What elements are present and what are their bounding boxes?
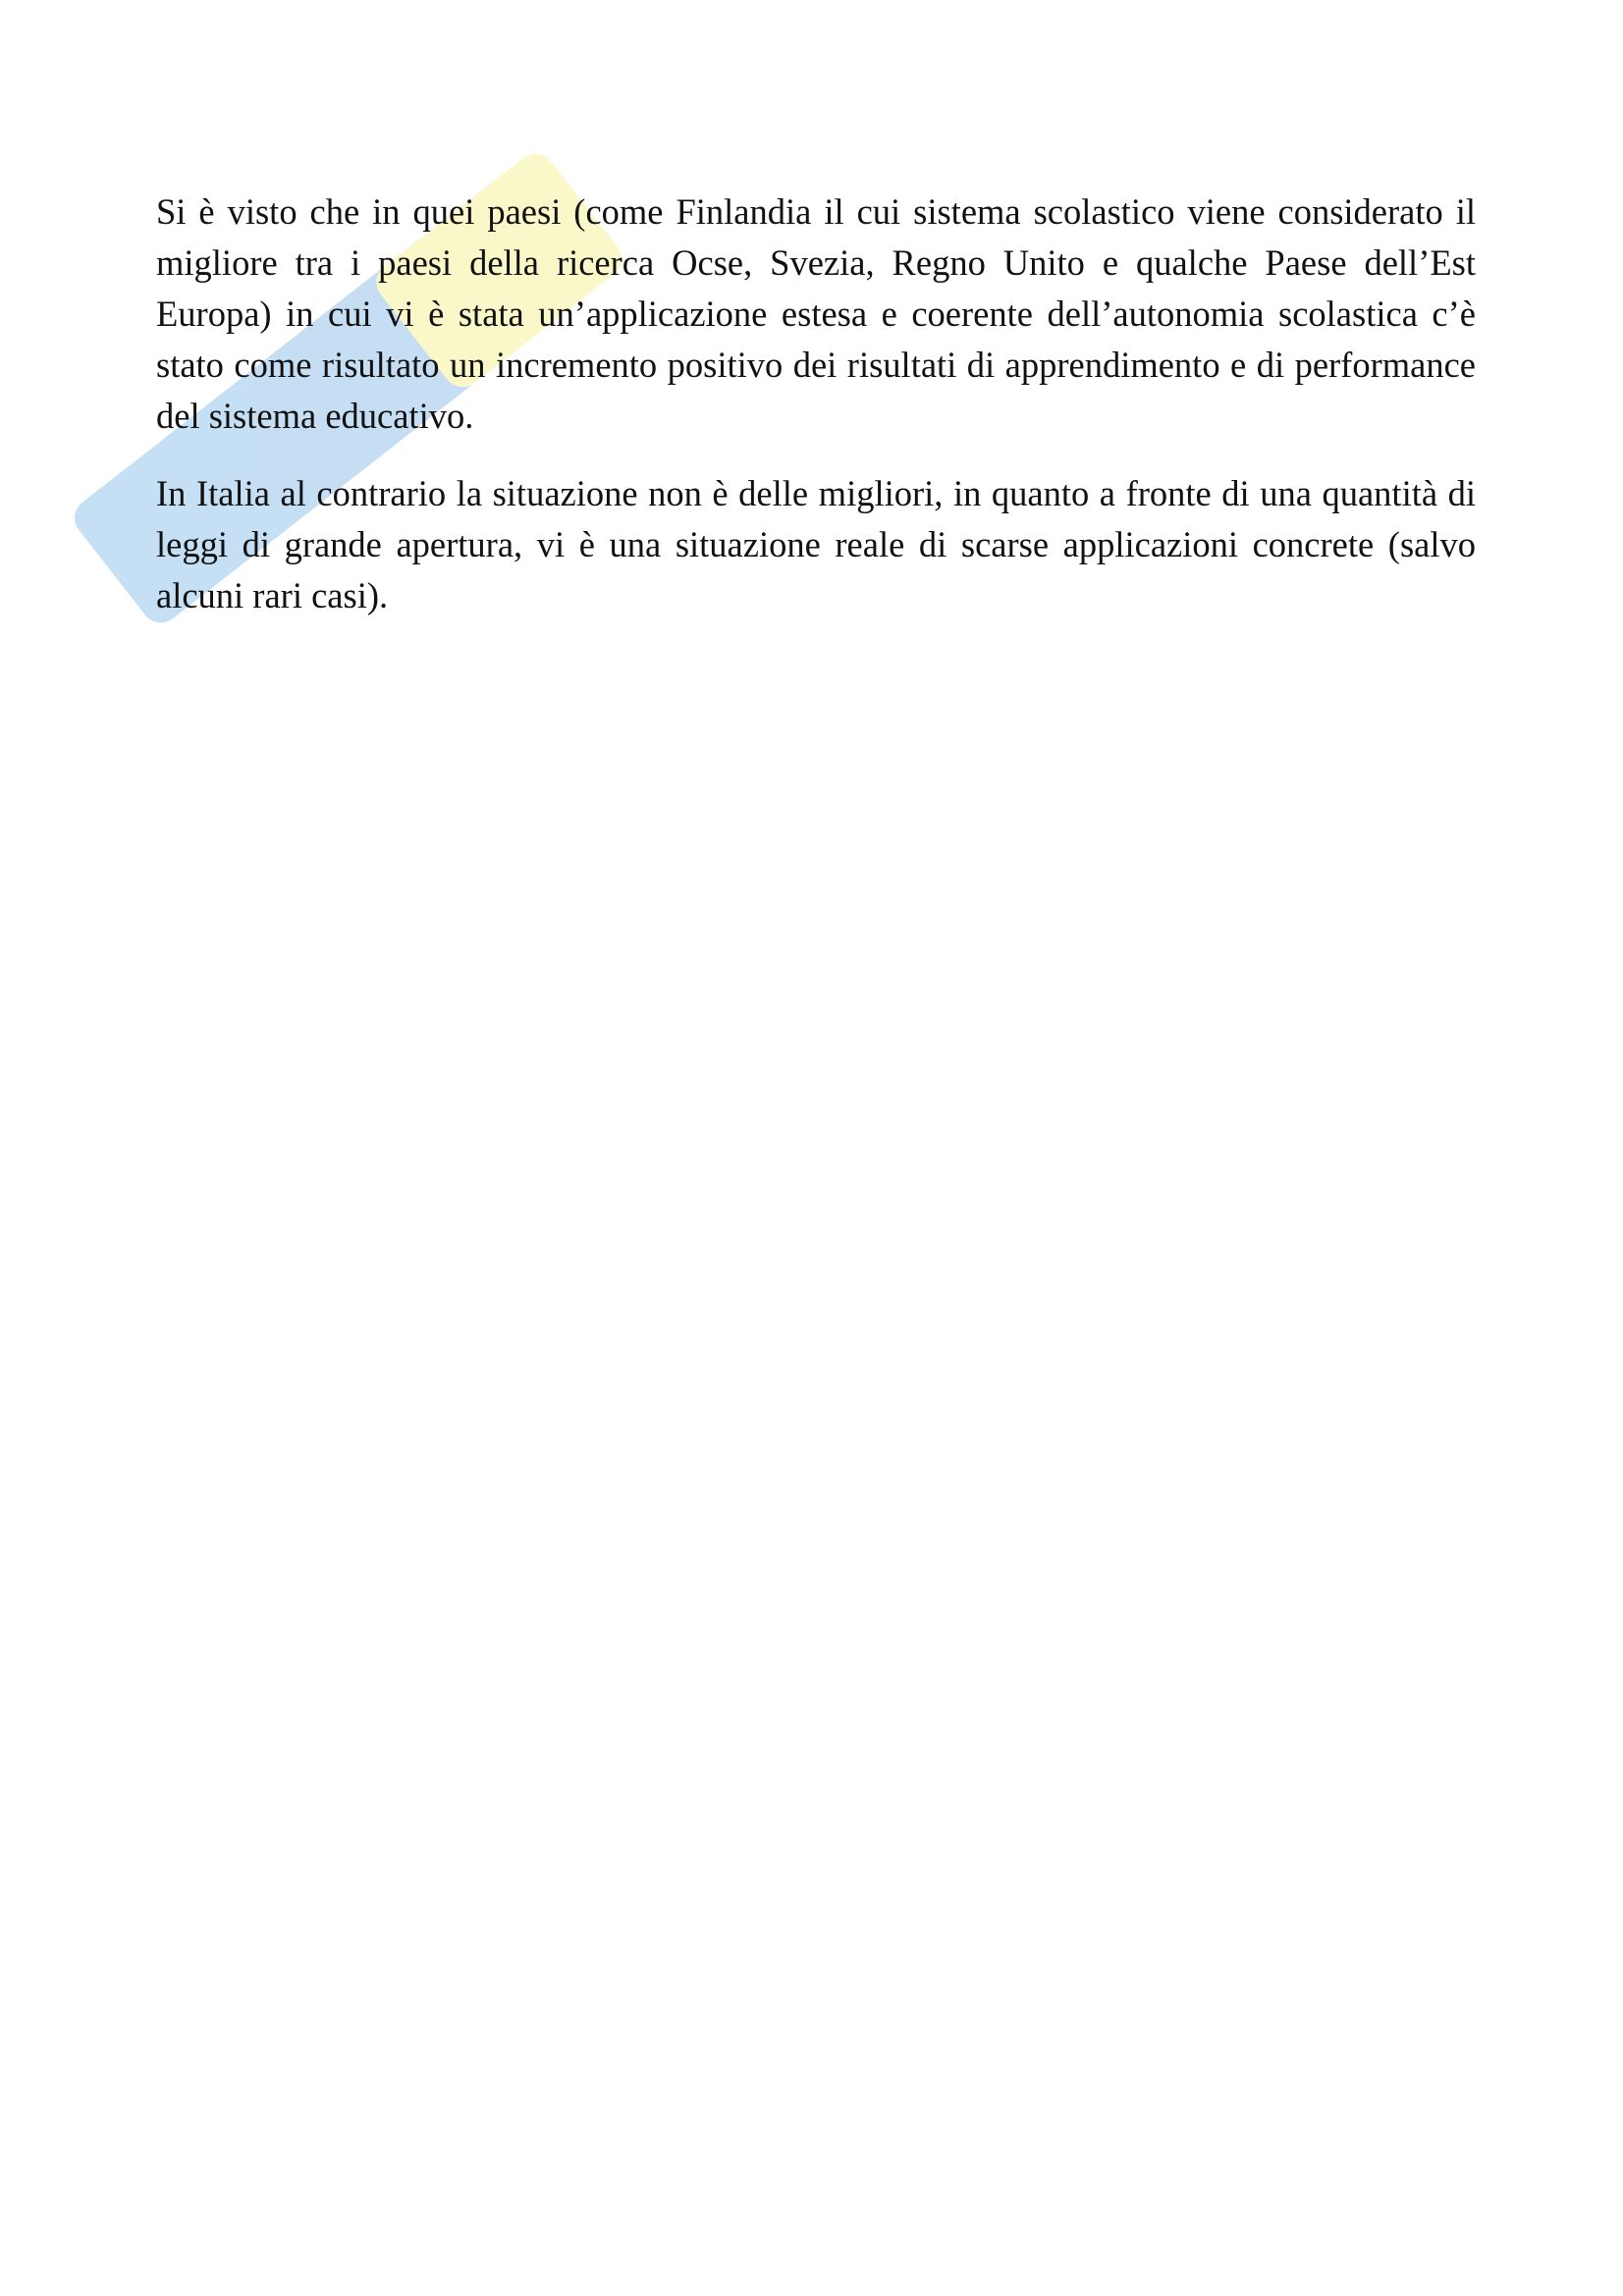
paragraph-2: In Italia al contrario la situazione non è delle migliori, in quanto a fronte di una quantità di leggi di grande apertura, vi è una situazione reale di scarse applicazioni concrete (salvo alcuni rari casi). [156, 473, 1476, 615]
document-body [156, 187, 1476, 648]
paragraph-1: Si è visto che in quei paesi (come Finlandia il cui sistema scolastico viene considerato il migliore tra i paesi della ricerca Ocse, Svezia, Regno Unito e qualche Paese dell’Est Europa) in cui vi è stata un’applicazione estesa e coerente dell’autonomia scolastica c’è stato come risultato un incremento positivo dei risultati di apprendimento e di performance del sistema educativo. [156, 191, 1476, 436]
